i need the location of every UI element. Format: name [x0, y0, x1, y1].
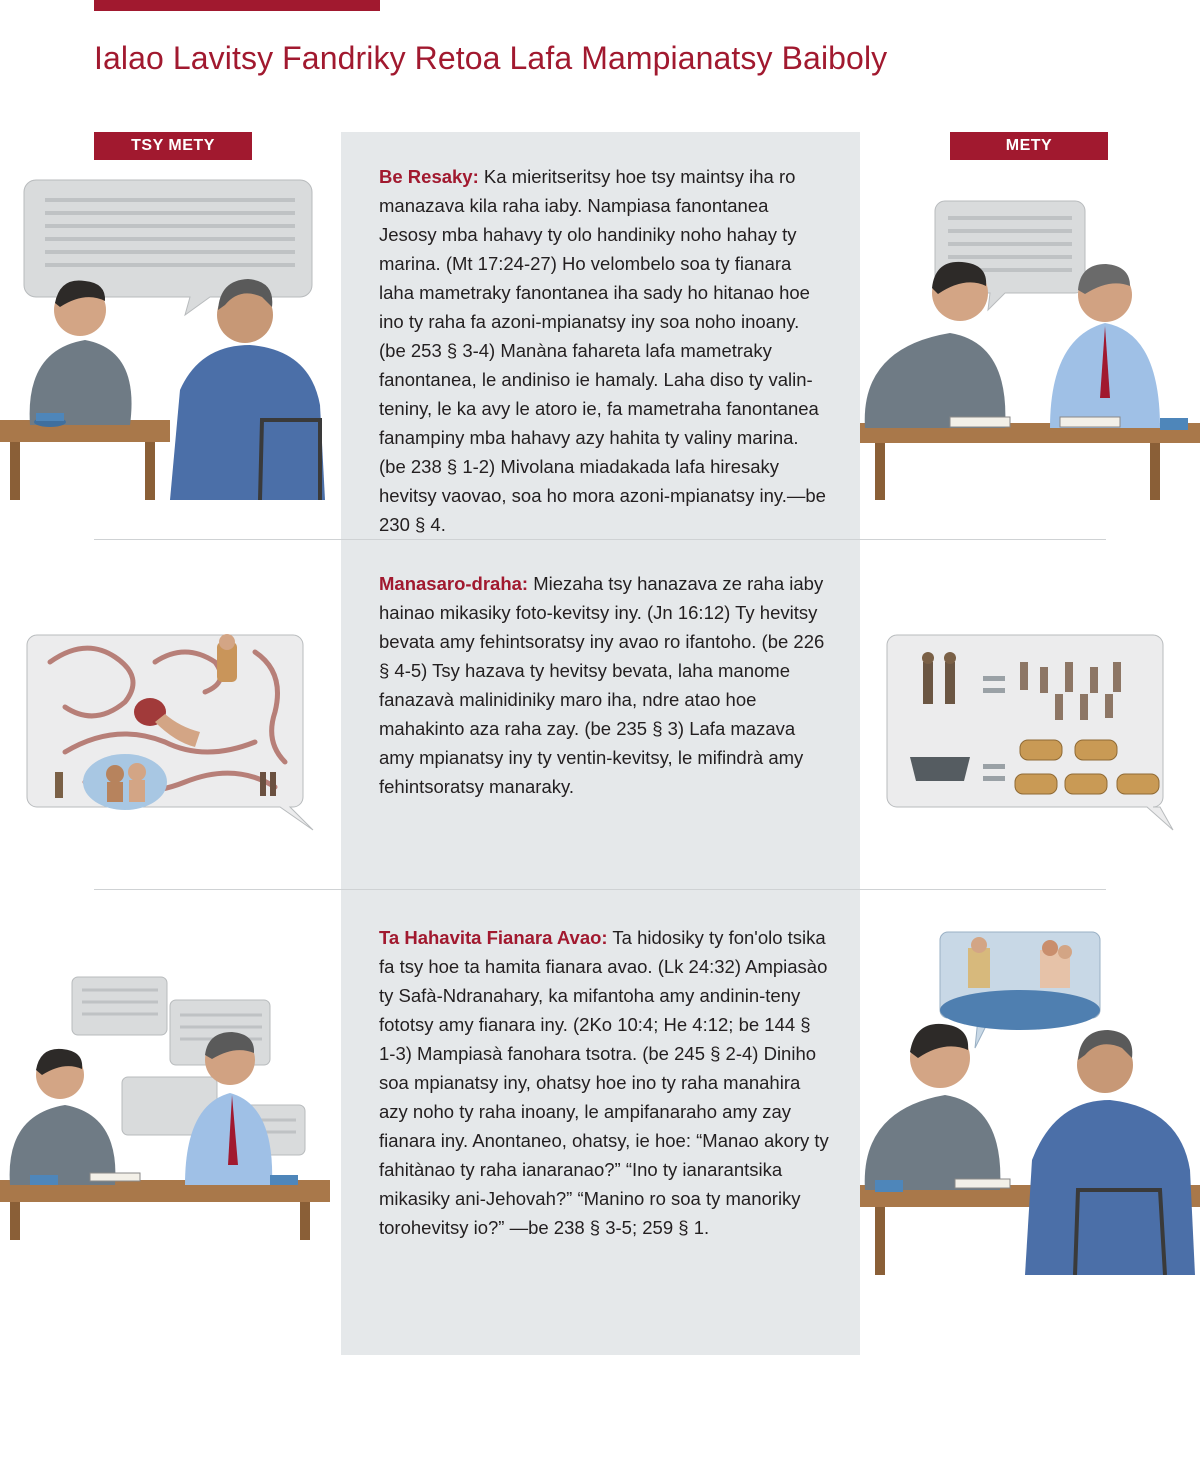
tip-body: Ka mieritseritsy hoe tsy maintsy iha ro manazava kila raha iaby. Nampiasa fanontanea Jesosy mba hahavy ty olo handiniky noho hahay ty marina. (Mt 17:24-27) Ho velombelo soa ty fianara laha mametraky fanontanea iha sady ho hitanao hoe ino ty raha fa azoni-mpianatsy iny soa noho inoany. (be 253 § 3-4) Manàna fahareta lafa mametraky fanontanea, le andiniso ie hamaly. Laha diso ty valin-teniny, le ka avy le atoro ie, fa mametraha fanontanea fanampiny mba hahavy azy hahita ty valiny marina. (be 238 § 1-2) Mivolana miadakada lafa hiresaky hevitsy vaovao, soa ho mora azoni-mpianatsy iny.—be 230 § 4. [379, 166, 826, 535]
page-title: Ialao Lavitsy Fandriky Retoa Lafa Mampianatsy Baiboly [94, 40, 888, 76]
illustration-just-finish-right [860, 930, 1200, 1275]
tip-body: Miezaha tsy hanazava ze raha iaby hainao mikasiky foto-kevitsy iny. (Jn 16:12) Ty hevitsy bevata amy fehintsoratsy iny avao ro ifantoho. (be 226 § 4-5) Tsy hazava ty hevitsy bevata, laha manome fanazavà malinidiniky maro iha, ndre atao hoe mahakinto aza raha zay. (be 235 § 3) Lafa mazava amy mpianatsy iny ty ventin-kevitsy, le mifindrà amy fehintsoratsy manaraky. [379, 573, 825, 797]
label-wrong: TSY METY [94, 132, 252, 160]
tip-talkative [379, 162, 829, 539]
tip-heading: Ta Hahavita Fianara Avao: [379, 927, 608, 948]
tip-heading: Manasaro-draha: [379, 573, 529, 594]
section-divider [94, 889, 1106, 890]
top-accent-bar [94, 0, 380, 11]
tip-complicated [379, 569, 829, 801]
illustration-talkative-wrong [0, 175, 340, 500]
illustration-just-finish-wrong [0, 975, 340, 1240]
section-divider [94, 539, 1106, 540]
illustration-complicated-right [885, 632, 1175, 832]
illustration-complicated-wrong [25, 632, 315, 832]
label-right: METY [950, 132, 1108, 160]
tip-body: Ta hidosiky ty fon'olo tsika fa tsy hoe ta hamita fianara avao. (Lk 24:32) Ampiasào ty Safà-Ndranahary, ka mifantoha amy andinin-teny fototsy amy fianara iny. (2Ko 10:4; He 4:12; be 144 § 1-3) Mampiasà fanohara tsotra. (be 245 § 2-4) Diniho soa mpianatsy iny, ohatsy hoe ino ty raha manahira azy noho ty raha inoany, le ampifanaraho amy zay fianara iny. Anontaneo, ohatsy, ie hoe: “Manao akory ty fahitànao ty raha ianaranao?” “Ino ty ianarantsika mikasiky ani-Jehovah?” “Manino ro soa ty manoriky torohevitsy io?” —be 238 § 3-5; 259 § 1. [379, 927, 829, 1238]
tip-heading: Be Resaky: [379, 166, 479, 187]
tip-just-finish [379, 923, 829, 1242]
illustration-talkative-right [860, 198, 1200, 500]
